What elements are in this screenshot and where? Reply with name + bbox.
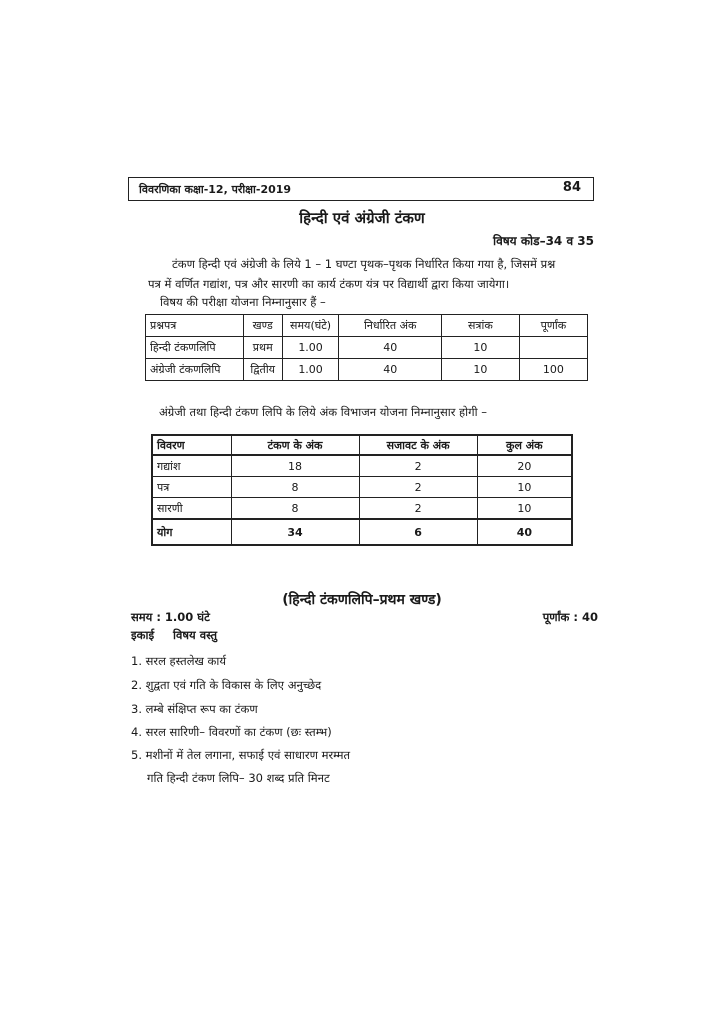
subject-code: विषय कोड–34 व 35 [492, 234, 594, 248]
content-label: विषय वस्तु [173, 628, 218, 642]
exam-scheme-table [145, 314, 588, 381]
list-item: 3. लम्बे संक्षिप्त रूप का टंकण [131, 702, 258, 716]
table-cell: पत्र [152, 477, 231, 498]
table-cell: 6 [359, 519, 477, 545]
table-cell: अंग्रेजी टंकणलिपि [146, 359, 244, 381]
marks-intro: अंग्रेजी तथा हिन्दी टंकण लिपि के लिये अंक विभाजन योजना निम्नानुसार होगी – [159, 405, 487, 419]
table-header-cell: कुल अंक [477, 435, 572, 455]
table-header-cell: समय(घंटे) [282, 315, 339, 337]
table-cell: 1.00 [282, 359, 339, 381]
table-cell: 10 [441, 359, 519, 381]
table-cell: 8 [231, 498, 359, 520]
table-cell: 10 [477, 498, 572, 520]
intro-line-3: विषय की परीक्षा योजना निम्नानुसार हैं – [160, 295, 326, 309]
intro-line-2: पत्र में वर्णित गद्यांश, पत्र और सारणी का कार्य टंकण यंत्र पर विद्यार्थी द्वारा किया जायेगा। [148, 277, 510, 291]
table-cell: प्रथम [243, 337, 282, 359]
table-header-cell: सत्रांक [441, 315, 519, 337]
table-cell: 20 [477, 455, 572, 477]
table-row [152, 498, 572, 520]
intro-line-1: टंकण हिन्दी एवं अंग्रेजी के लिये 1 – 1 घण्टा पृथक–पृथक निर्धारित किया गया है, जिसमें प्रश्न [172, 257, 556, 271]
table-cell: 100 [519, 359, 587, 381]
table-header-cell: निर्धारित अंक [339, 315, 441, 337]
table-header-row [152, 435, 572, 455]
table-cell: 8 [231, 477, 359, 498]
table-cell: गद्यांश [152, 455, 231, 477]
table-header-row [146, 315, 588, 337]
table-row [152, 477, 572, 498]
section-time: समय : 1.00 घंटे [131, 610, 210, 624]
table-header-cell: प्रश्नपत्र [146, 315, 244, 337]
table-header-cell: पूर्णांक [519, 315, 587, 337]
unit-label: इकाई [131, 628, 155, 642]
table-header-cell: विवरण [152, 435, 231, 455]
table-cell: 2 [359, 455, 477, 477]
table-cell: 34 [231, 519, 359, 545]
table-cell: 10 [441, 337, 519, 359]
table-row [146, 337, 588, 359]
table-cell: 40 [477, 519, 572, 545]
page-header [128, 177, 594, 201]
table-header-cell: सजावट के अंक [359, 435, 477, 455]
list-item: 1. सरल हस्तलेख कार्य [131, 654, 227, 668]
table-cell: 2 [359, 477, 477, 498]
typing-speed: गति हिन्दी टंकण लिपि– 30 शब्द प्रति मिनट [147, 771, 330, 785]
page-number: 84 [562, 180, 581, 195]
marks-distribution-table [151, 434, 573, 546]
table-cell: 40 [339, 359, 441, 381]
table-cell: 1.00 [282, 337, 339, 359]
table-cell: योग [152, 519, 231, 545]
list-item: 5. मशीनों में तेल लगाना, सफाई एवं साधारण मरम्मत [131, 748, 351, 762]
table-cell: 10 [477, 477, 572, 498]
section-title: (हिन्दी टंकणलिपि–प्रथम खण्ड) [282, 592, 442, 608]
table-cell: 18 [231, 455, 359, 477]
table-header-cell: टंकण के अंक [231, 435, 359, 455]
page-title: हिन्दी एवं अंग्रेजी टंकण [299, 209, 425, 227]
table-total-row [152, 519, 572, 545]
header-title: विवरणिका कक्षा-12, परीक्षा-2019 [139, 183, 292, 196]
table-cell: हिन्दी टंकणलिपि [146, 337, 244, 359]
list-item: 2. शुद्वता एवं गति के विकास के लिए अनुच्छेद [131, 678, 322, 692]
list-item: 4. सरल सारिणी– विवरणों का टंकण (छः स्तम्भ) [131, 725, 332, 739]
table-cell: 40 [339, 337, 441, 359]
table-cell: सारणी [152, 498, 231, 520]
table-header-cell: खण्ड [243, 315, 282, 337]
table-cell: 2 [359, 498, 477, 520]
table-row [146, 359, 588, 381]
section-full-marks: पूर्णांक : 40 [542, 610, 598, 624]
table-cell [519, 337, 587, 359]
table-row [152, 455, 572, 477]
table-cell: द्वितीय [243, 359, 282, 381]
